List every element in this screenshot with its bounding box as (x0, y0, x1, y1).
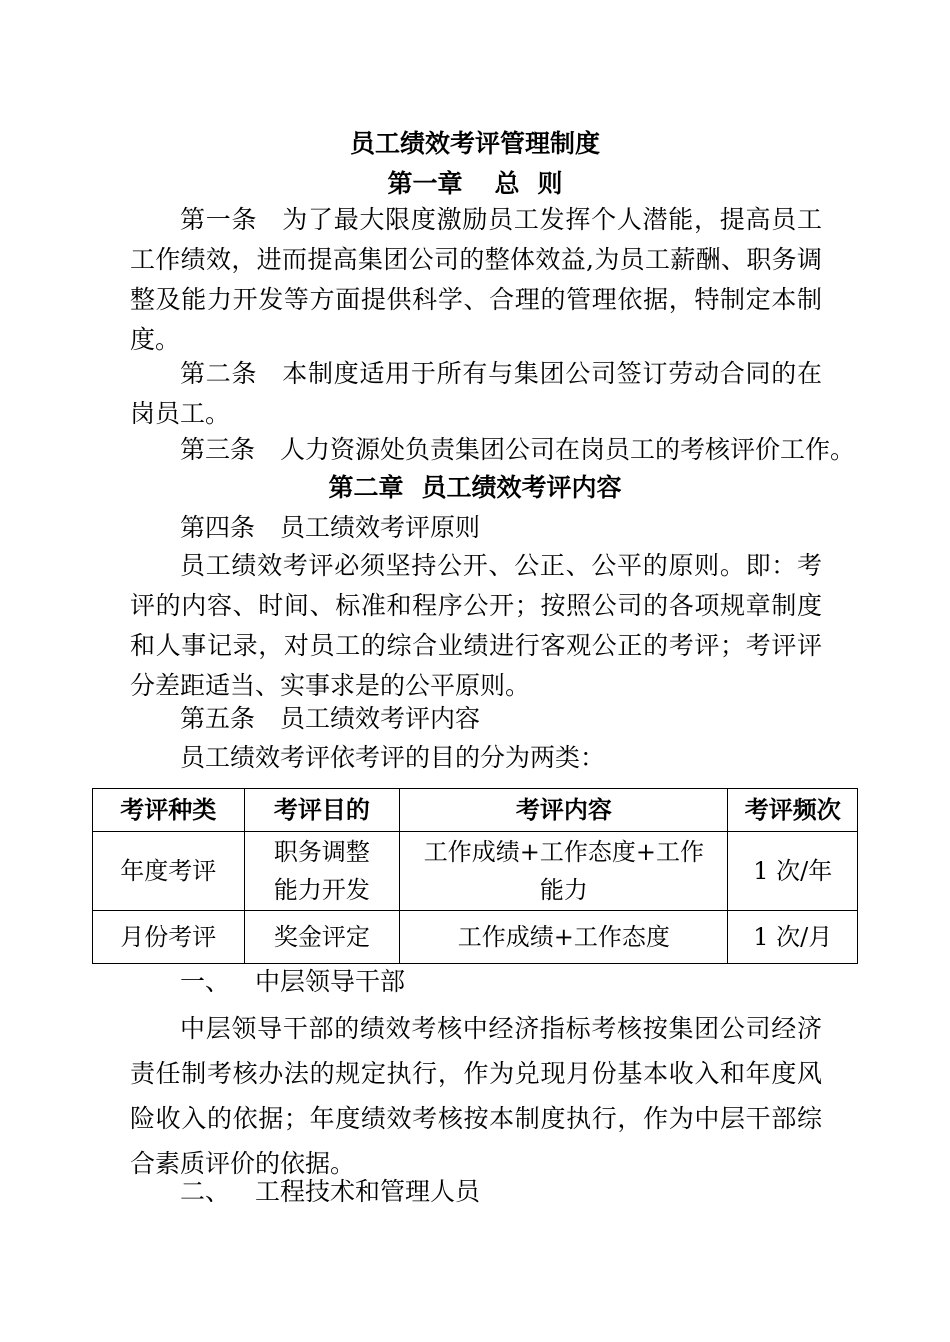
chapter-1-title-char-1: 总 (494, 169, 520, 198)
document-title: 员工绩效考评管理制度 (349, 129, 600, 158)
article-5 (130, 699, 830, 739)
table-cell-frequency: 1 次/月 (728, 911, 858, 964)
article-5-text: 员工绩效考评内容 (280, 704, 481, 733)
article-3 (130, 430, 856, 470)
table-row (93, 832, 858, 911)
table-cell-purpose (244, 832, 400, 911)
article-3-label: 第三条 (180, 435, 256, 464)
article-5-body-text: 员工绩效考评依考评的目的分为两类： (180, 743, 606, 772)
section-2-title: 工程技术和管理人员 (255, 1177, 481, 1206)
chapter-2-heading (0, 468, 950, 508)
section-1-title: 中层领导干部 (255, 967, 406, 996)
table-cell-purpose-line-1: 职务调整 (273, 838, 370, 866)
evaluation-type-table (92, 788, 858, 964)
article-1-text: 为了最大限度激励员工发挥个人潜能，提高员工工作绩效，进而提高集团公司的整体效益,为员工薪酬、职务调整及能力开发等方面提供科学、合理的管理依据，特制定本制度。 (130, 205, 822, 354)
section-1-body: 中层领导干部的绩效考核中经济指标考核按集团公司经济责任制考核办法的规定执行，作为兑现月份基本收入和年度风险收入的依据；年度绩效考核按本制度执行，作为中层干部综合素质评价的依据。 (130, 1014, 822, 1178)
article-5-body (130, 738, 830, 778)
article-1 (130, 200, 822, 360)
table-header-row (93, 789, 858, 832)
chapter-2-number: 第二章 (328, 473, 404, 502)
table-cell-purpose: 奖金评定 (244, 911, 400, 964)
table-cell-frequency: 1 次/年 (728, 832, 858, 911)
article-2 (130, 354, 822, 434)
article-4-text: 员工绩效考评原则 (280, 513, 481, 542)
table-header-purpose: 考评目的 (244, 789, 400, 832)
table-header-content: 考评内容 (400, 789, 728, 832)
chapter-1-title-char-2: 则 (537, 169, 563, 198)
chapter-1-heading (0, 164, 950, 204)
table-cell-purpose-line-2: 能力开发 (273, 876, 370, 904)
article-4 (130, 508, 830, 548)
table-header-type: 考评种类 (93, 789, 245, 832)
table-cell-type: 年度考评 (93, 832, 245, 911)
section-1-heading (130, 962, 830, 1002)
chapter-1-number: 第一章 (387, 169, 463, 198)
table-header-frequency: 考评频次 (728, 789, 858, 832)
table-row (93, 911, 858, 964)
section-2-heading (130, 1172, 830, 1212)
section-2-number: 二、 (180, 1177, 231, 1206)
table-cell-content: 工作成绩+工作态度 (400, 911, 728, 964)
table-cell-content-line-2: 能力 (539, 876, 588, 904)
article-5-label: 第五条 (180, 704, 256, 733)
table-cell-content-line-1: 工作成绩+工作态度+工作 (423, 838, 704, 866)
table-cell-content (400, 832, 728, 911)
article-2-label: 第二条 (180, 359, 258, 388)
section-1-number: 一、 (180, 967, 231, 996)
article-3-text: 人力资源处负责集团公司在岗员工的考核评价工作。 (280, 435, 856, 464)
article-4-body: 员工绩效考评必须坚持公开、公正、公平的原则。即：考评的内容、时间、标准和程序公开；按照公司的各项规章制度和人事记录，对员工的综合业绩进行客观公正的考评；考评评分差距适当、实事求是的公平原则。 (130, 551, 822, 700)
article-4-label: 第四条 (180, 513, 256, 542)
chapter-2-title: 员工绩效考评内容 (421, 473, 622, 502)
article-1-label: 第一条 (180, 205, 258, 234)
table-cell-type: 月份考评 (93, 911, 245, 964)
article-2-text: 本制度适用于所有与集团公司签订劳动合同的在岗员工。 (130, 359, 822, 428)
